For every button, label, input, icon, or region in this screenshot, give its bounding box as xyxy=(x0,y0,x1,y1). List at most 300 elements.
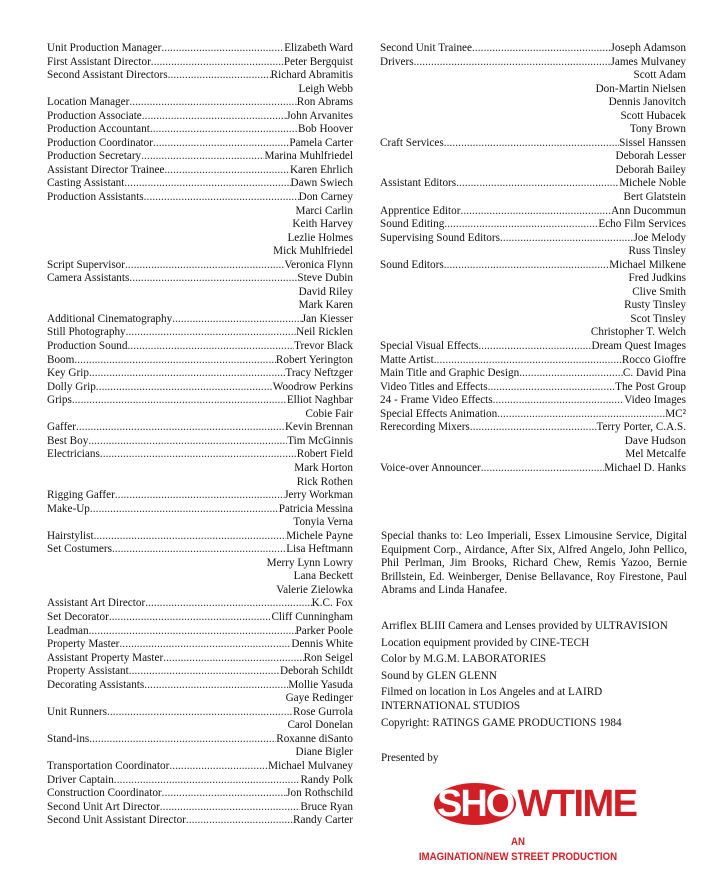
credit-row xyxy=(47,746,353,760)
credit-role: Hairstylist xyxy=(47,529,94,542)
leader-dots xyxy=(100,448,297,462)
leader-dots xyxy=(125,259,284,273)
credit-row xyxy=(47,83,353,97)
production-line-1: AN xyxy=(511,836,525,848)
credit-names: Richard Abramitis xyxy=(270,69,353,82)
credit-line: Color by M.G.M. LABORATORIES xyxy=(381,653,547,666)
credit-names: Lisa Heftmann xyxy=(286,543,353,556)
credit-names: Don-Martin Nielsen xyxy=(595,82,686,95)
credit-row xyxy=(380,191,686,205)
credit-role: Drivers xyxy=(380,55,414,68)
credit-row xyxy=(380,367,686,381)
credit-names: Deborah Lesser xyxy=(615,150,686,163)
credit-role: Production Associate xyxy=(47,109,142,122)
credit-names: MC² xyxy=(665,407,686,420)
credit-row xyxy=(380,340,686,354)
credit-row xyxy=(47,462,353,476)
leader-dots xyxy=(124,177,290,191)
credit-row xyxy=(380,435,686,449)
credit-row xyxy=(380,354,686,368)
leader-dots xyxy=(414,56,611,70)
special-thanks xyxy=(381,530,687,602)
credit-row xyxy=(47,177,353,191)
credit-names: Deborah Schildt xyxy=(279,665,353,678)
credit-names: Randy Carter xyxy=(293,814,353,827)
credit-names: Marina Muhlfriedel xyxy=(264,150,353,163)
credit-role: Gaffer xyxy=(47,421,76,434)
credit-names: Deborah Bailey xyxy=(615,163,686,176)
credit-names: Echo Film Services xyxy=(598,218,686,231)
technical-credits xyxy=(381,620,687,733)
credit-names: Mollie Yasuda xyxy=(288,678,353,691)
credit-line: Arriflex BLIII Camera and Lenses provided by ULTRAVISION xyxy=(381,620,668,632)
credit-names: Ron Seigel xyxy=(303,651,353,664)
credit-role: Main Title and Graphic Design xyxy=(380,367,520,380)
leader-dots xyxy=(519,367,623,381)
credit-names: Marci Carlin xyxy=(295,204,353,217)
credit-row xyxy=(47,340,353,354)
credit-names: Tony Brown xyxy=(629,123,686,136)
credit-row xyxy=(380,177,686,191)
credit-names: Michele Noble xyxy=(619,177,686,190)
credit-row xyxy=(47,719,353,733)
leader-dots xyxy=(89,733,276,747)
credit-names: Michael D. Hanks xyxy=(604,461,686,474)
credit-names: Elliot Naghbar xyxy=(286,394,353,407)
credit-row xyxy=(47,408,353,422)
leader-dots xyxy=(129,272,297,286)
credit-role: Assistant Editors xyxy=(380,177,457,190)
credit-role: Grips xyxy=(47,394,72,407)
credit-names: Veronica Flynn xyxy=(284,258,353,271)
leader-dots xyxy=(172,313,302,327)
credit-role: Craft Services xyxy=(380,136,444,149)
credit-role: Property Master xyxy=(47,638,120,651)
credit-names: David Riley xyxy=(298,285,353,298)
credit-row xyxy=(47,299,353,313)
credit-row xyxy=(47,421,353,435)
leader-dots xyxy=(186,814,293,828)
leader-dots xyxy=(128,340,295,354)
credit-role: Voice-over Announcer xyxy=(380,461,481,474)
credit-role: Rerecording Mixers xyxy=(380,421,470,434)
credit-names: Neil Ricklen xyxy=(296,326,353,339)
credit-names: Parker Poole xyxy=(295,624,353,637)
leader-dots xyxy=(94,530,287,544)
credit-role: Dolly Grip xyxy=(47,380,96,393)
credit-names: Woodrow Perkins xyxy=(272,380,353,393)
leader-dots xyxy=(76,421,285,435)
credit-row xyxy=(47,801,353,815)
leader-dots xyxy=(72,394,287,408)
credit-names: Carol Donelan xyxy=(287,719,353,732)
credit-names: Merry Lynn Lowry xyxy=(266,556,353,569)
credit-role: Unit Production Manager xyxy=(47,42,162,54)
right-credits-column xyxy=(380,42,686,476)
leader-dots xyxy=(162,787,287,801)
leader-dots xyxy=(141,150,264,164)
credit-row xyxy=(47,814,353,828)
leader-dots xyxy=(434,354,622,368)
credit-row xyxy=(380,69,686,83)
credit-row xyxy=(47,218,353,232)
credit-names: Rusty Tinsley xyxy=(624,299,686,312)
credit-row xyxy=(380,56,686,70)
credit-row xyxy=(47,774,353,788)
credit-row xyxy=(47,584,353,598)
credit-role: Still Photography xyxy=(47,326,126,339)
credit-names: Don Carney xyxy=(298,191,353,204)
credit-names: Mark Horton xyxy=(294,461,353,474)
credit-role: Construction Coordinator xyxy=(47,787,162,800)
showtime-logo xyxy=(434,782,637,826)
credit-names: Elizabeth Ward xyxy=(284,42,353,54)
leader-dots xyxy=(163,652,303,666)
credit-row xyxy=(47,611,353,625)
credit-role: Rigging Gaffer xyxy=(47,489,115,502)
credit-row xyxy=(47,570,353,584)
credit-names: Randy Polk xyxy=(300,773,353,786)
credit-names: C. David Pina xyxy=(622,367,686,380)
credit-names: Karen Ehrlich xyxy=(289,163,353,176)
credit-role: Assistant Director Trainee xyxy=(47,163,165,176)
credit-role: Apprentice Editor xyxy=(380,204,461,217)
leader-dots xyxy=(497,408,665,422)
credit-names: Lezlie Holmes xyxy=(287,231,353,244)
credit-role: Set Costumers xyxy=(47,543,112,556)
credit-line: Filmed on location in Los Angeles and at LAIRD INTERNATIONAL STUDIOS xyxy=(381,686,603,712)
credit-row xyxy=(47,692,353,706)
credit-row xyxy=(47,435,353,449)
credit-names: Diane Bigler xyxy=(295,746,353,759)
credit-names: Steve Dubin xyxy=(297,272,353,285)
credit-role: Make-Up xyxy=(47,502,90,515)
credit-role: Key Grip xyxy=(47,367,89,380)
credit-names: K.C. Fox xyxy=(311,597,353,610)
credit-row xyxy=(380,123,686,137)
credit-names: Rose Gurrola xyxy=(293,705,353,718)
credit-names: Michael Milkene xyxy=(609,258,686,271)
credit-names: Michael Mulvaney xyxy=(268,759,353,772)
leader-dots xyxy=(145,597,311,611)
credit-names: Scott Adam xyxy=(633,69,686,82)
credit-names: Christopher T. Welch xyxy=(590,326,686,339)
leader-dots xyxy=(112,543,286,557)
leader-dots xyxy=(115,489,284,503)
credit-role: Property Assistant xyxy=(47,665,129,678)
credit-role: Sound Editing xyxy=(380,218,445,231)
credit-role: Decorating Assistants xyxy=(47,678,145,691)
credit-names: Jerry Workman xyxy=(284,489,353,502)
credit-role: First Assistant Director xyxy=(47,55,151,68)
credit-role: Production Accountant xyxy=(47,123,150,136)
credit-names: Sissel Hanssen xyxy=(619,136,686,149)
credit-role: Assistant Property Master xyxy=(47,651,164,664)
credit-names: Bruce Ryan xyxy=(300,800,353,813)
credit-names: Cliff Cunningham xyxy=(271,610,353,623)
credit-row xyxy=(380,137,686,151)
credit-names: Russ Tinsley xyxy=(628,245,686,258)
leader-dots xyxy=(470,421,597,435)
credit-names: Ron Abrams xyxy=(296,96,353,109)
credit-names: John Arvanites xyxy=(286,109,353,122)
credit-row xyxy=(380,272,686,286)
credit-row xyxy=(380,381,686,395)
credit-names: Valerie Zielowka xyxy=(276,583,353,596)
credit-names: Dream Quest Images xyxy=(591,340,686,353)
credit-row xyxy=(47,191,353,205)
credit-row xyxy=(47,245,353,259)
credit-role: Second Assistant Directors xyxy=(47,69,168,82)
credit-row xyxy=(47,733,353,747)
credit-role: Sound Editors xyxy=(380,258,444,271)
credit-names: Jan Kiesser xyxy=(301,312,353,325)
credit-role: Best Boy xyxy=(47,434,89,447)
credit-role: Transportation Coordinator xyxy=(47,759,170,772)
leader-dots xyxy=(444,218,598,232)
credit-names: Pamela Carter xyxy=(289,136,353,149)
special-thanks-text: Special thanks to: Leo Imperiali, Essex Limousine Service, Digital Equipment Corp., Airdance, After Six, Alfred Angelo, John Pellico, Phil Perlman, Jim Brooks, Richard Chew, Remis Yazoo, Bernie Brillstein, Ed. Weinberger, Denise Bellavance, Roy Firestone, Paul Abrams and Linda Hanafee. xyxy=(381,530,687,597)
credit-role: Production Secretary xyxy=(47,150,142,163)
credit-row xyxy=(380,232,686,246)
logo-sho-circle: SHO xyxy=(434,783,516,825)
credit-names: Tracy Neftzger xyxy=(285,367,353,380)
leader-dots xyxy=(151,56,284,70)
credit-names: Joseph Adamson xyxy=(610,42,686,54)
credit-role: Special Visual Effects xyxy=(380,340,479,353)
credit-row xyxy=(47,530,353,544)
credit-row xyxy=(380,205,686,219)
leader-dots xyxy=(168,69,271,83)
credit-row xyxy=(47,503,353,517)
leader-dots xyxy=(90,503,279,517)
leader-dots xyxy=(481,462,605,476)
credit-row xyxy=(47,313,353,327)
credit-role: Assistant Art Director xyxy=(47,597,146,610)
credit-row xyxy=(47,489,353,503)
credit-role: Set Decorator xyxy=(47,610,109,623)
credit-row xyxy=(47,164,353,178)
credit-names: Patricia Messina xyxy=(278,502,353,515)
credit-row xyxy=(380,448,686,462)
credit-row xyxy=(47,232,353,246)
credit-row xyxy=(47,272,353,286)
credit-row xyxy=(47,557,353,571)
credit-row xyxy=(380,299,686,313)
credit-names: Terry Porter, C.A.S. xyxy=(596,421,686,434)
leader-dots xyxy=(142,110,286,124)
leader-dots xyxy=(500,232,634,246)
credit-names: Kevin Brennan xyxy=(284,421,353,434)
credit-names: Rick Rothen xyxy=(296,475,353,488)
leader-dots xyxy=(444,137,619,151)
production-line-2: IMAGINATION/NEW STREET PRODUCTION xyxy=(418,851,618,863)
credit-names: Clive Smith xyxy=(632,285,686,298)
credit-role: Location Manager xyxy=(47,96,130,109)
credit-names: Lana Beckett xyxy=(293,570,353,583)
credit-row xyxy=(380,313,686,327)
credit-row xyxy=(380,42,686,56)
credit-row xyxy=(380,462,686,476)
credit-names: Mark Karen xyxy=(298,299,353,312)
leader-dots xyxy=(150,123,298,137)
credit-role: Unit Runners xyxy=(47,705,107,718)
leader-dots xyxy=(144,679,288,693)
credit-row xyxy=(47,448,353,462)
leader-dots xyxy=(472,42,611,56)
credit-role: Second Unit Trainee xyxy=(380,42,472,54)
credit-names: Cobie Fair xyxy=(305,407,353,420)
credit-row xyxy=(47,597,353,611)
credit-role: Production Sound xyxy=(47,340,128,353)
credit-names: Mick Muhlfriedel xyxy=(273,245,353,258)
credit-names: Leigh Webb xyxy=(298,82,353,95)
credit-role: Boom xyxy=(47,353,75,366)
credit-names: Keith Harvey xyxy=(292,218,353,231)
credit-row xyxy=(380,83,686,97)
credit-row xyxy=(380,326,686,340)
credit-role: Production Coordinator xyxy=(47,136,153,149)
credit-role: Supervising Sound Editors xyxy=(380,231,500,244)
credit-line: Copyright: RATINGS GAME PRODUCTIONS 1984 xyxy=(381,716,622,729)
credit-row xyxy=(47,56,353,70)
credit-row xyxy=(47,516,353,530)
credit-names: The Post Group xyxy=(615,380,686,393)
credit-role: Casting Assistant xyxy=(47,177,125,190)
credit-names: Jon Rothschild xyxy=(286,787,353,800)
credit-names: Dawn Swiech xyxy=(290,177,353,190)
credit-row xyxy=(47,543,353,557)
leader-dots xyxy=(119,638,291,652)
credit-names: Trevor Black xyxy=(294,340,353,353)
credit-role: Additional Cinematography xyxy=(47,312,173,325)
credit-role: Driver Captain xyxy=(47,773,114,786)
credit-row xyxy=(380,286,686,300)
credit-role: Special Effects Animation xyxy=(380,407,498,420)
credit-names: Scott Hubacek xyxy=(620,109,686,122)
leader-dots xyxy=(460,205,611,219)
credit-row xyxy=(380,394,686,408)
credit-row xyxy=(380,96,686,110)
credit-role: 24 - Frame Video Effects xyxy=(380,394,493,407)
credit-names: Video Images xyxy=(624,394,686,407)
credit-row xyxy=(380,218,686,232)
leader-dots xyxy=(478,340,591,354)
leader-dots xyxy=(89,625,296,639)
leader-dots xyxy=(144,191,299,205)
credit-names: Tonyia Verna xyxy=(293,516,353,529)
credit-row xyxy=(47,679,353,693)
credit-row xyxy=(47,381,353,395)
credit-role: Electricians xyxy=(47,448,100,461)
credit-names: Joe Melody xyxy=(633,231,686,244)
credit-row xyxy=(47,760,353,774)
leader-dots xyxy=(74,354,276,368)
production-company xyxy=(419,835,618,865)
credit-row xyxy=(47,110,353,124)
credit-row xyxy=(47,205,353,219)
credit-names: James Mulvaney xyxy=(610,55,686,68)
credit-row xyxy=(47,706,353,720)
credit-names: Gaye Redinger xyxy=(285,692,353,705)
credit-row xyxy=(47,665,353,679)
presented-by: Presented by xyxy=(381,752,439,764)
leader-dots xyxy=(160,801,301,815)
credit-line: Location equipment provided by CINE-TECH xyxy=(381,636,590,649)
credit-role: Script Supervisor xyxy=(47,258,125,271)
credit-names: Fred Judkins xyxy=(628,272,686,285)
credit-row xyxy=(47,137,353,151)
credit-row xyxy=(380,259,686,273)
credit-role: Second Unit Art Director xyxy=(47,800,160,813)
credit-names: Peter Bergquist xyxy=(283,55,353,68)
credit-names: Scot Tinsley xyxy=(630,312,686,325)
left-credits-column xyxy=(47,42,353,828)
credit-row xyxy=(380,150,686,164)
credit-names: Bert Glatstein xyxy=(623,191,686,204)
credit-line: Sound by GLEN GLENN xyxy=(381,669,497,682)
credit-row xyxy=(380,110,686,124)
leader-dots xyxy=(126,326,297,340)
credit-names: Dave Hudson xyxy=(624,434,686,447)
leader-dots xyxy=(107,706,293,720)
credit-row xyxy=(47,69,353,83)
credit-names: Michele Payne xyxy=(286,529,353,542)
credit-row xyxy=(47,286,353,300)
credit-row xyxy=(47,42,353,56)
credit-names: Dennis Janovitch xyxy=(608,96,686,109)
credit-role: Video Titles and Effects xyxy=(380,380,488,393)
credit-row xyxy=(47,476,353,490)
leader-dots xyxy=(456,177,619,191)
credit-row xyxy=(47,787,353,801)
credit-row xyxy=(47,625,353,639)
logo-wtime-text: WTIME xyxy=(517,783,637,825)
credit-row xyxy=(380,164,686,178)
leader-dots xyxy=(493,394,625,408)
credit-row xyxy=(47,150,353,164)
credit-row xyxy=(47,96,353,110)
leader-dots xyxy=(488,381,616,395)
leader-dots xyxy=(169,760,268,774)
credit-role: Production Assistants xyxy=(47,191,144,204)
credit-row xyxy=(47,259,353,273)
credit-row xyxy=(47,123,353,137)
leader-dots xyxy=(444,259,610,273)
credit-names: Roxanne diSanto xyxy=(276,732,353,745)
credit-role: Second Unit Assistant Director xyxy=(47,814,186,827)
credit-row xyxy=(47,652,353,666)
credit-role: Matte Artist xyxy=(380,353,434,366)
credit-row xyxy=(47,394,353,408)
leader-dots xyxy=(129,96,296,110)
credit-names: Robert Field xyxy=(296,448,353,461)
credit-row xyxy=(380,408,686,422)
credit-role: Leadman xyxy=(47,624,89,637)
credit-row xyxy=(380,421,686,435)
leader-dots xyxy=(88,435,287,449)
leader-dots xyxy=(109,611,272,625)
credit-role: Camera Assistants xyxy=(47,272,130,285)
credit-names: Robert Yerington xyxy=(275,353,353,366)
leader-dots xyxy=(114,774,301,788)
leader-dots xyxy=(161,42,284,56)
credit-row xyxy=(47,326,353,340)
credit-row xyxy=(47,367,353,381)
credit-row xyxy=(47,638,353,652)
credit-names: Dennis White xyxy=(291,638,353,651)
leader-dots xyxy=(96,381,273,395)
